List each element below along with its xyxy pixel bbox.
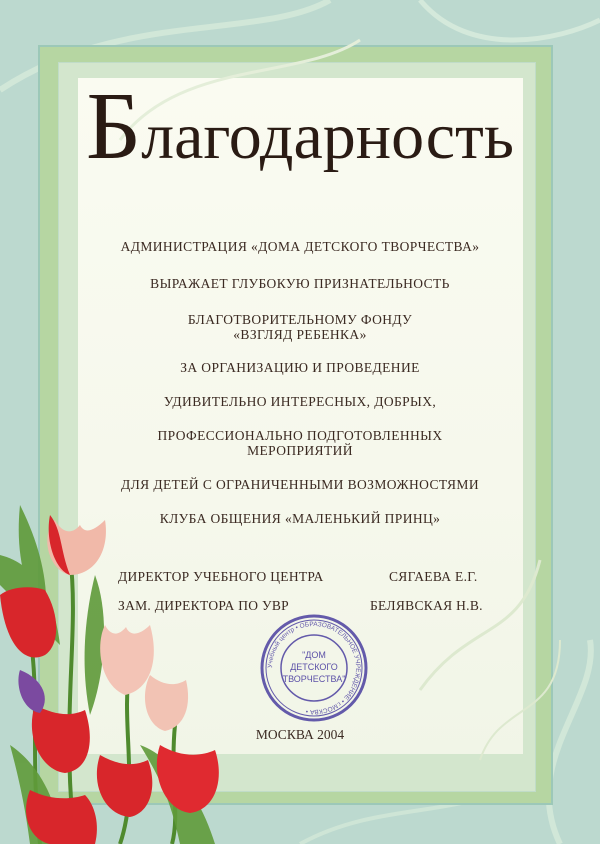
text-line: ВЫРАЖАЕТ ГЛУБОКУЮ ПРИЗНАТЕЛЬНОСТЬ: [150, 276, 450, 291]
text-line: БЛАГОТВОРИТЕЛЬНОМУ ФОНДУ: [187, 312, 413, 327]
city-year: МОСКВА 2004: [255, 727, 345, 742]
text-line: МЕРОПРИЯТИЙ: [247, 443, 353, 458]
text-line: КЛУБА ОБЩЕНИЯ «МАЛЕНЬКИЙ ПРИНЦ»: [159, 511, 441, 526]
text-line: «ВЗГЛЯД РЕБЕНКА»: [233, 327, 367, 342]
title-rest: лагодарность: [141, 100, 514, 173]
stamp-line: "ДОМ: [302, 650, 326, 660]
text-line: ПРОФЕССИОНАЛЬНО ПОДГОТОВЛЕННЫХ: [157, 428, 443, 443]
title-initial: Б: [86, 72, 142, 179]
text-line: УДИВИТЕЛЬНО ИНТЕРЕСНЫХ, ДОБРЫХ,: [163, 394, 437, 409]
signature-name: СЯГАЕВА Е.Г.: [389, 569, 478, 584]
stamp-line: ТВОРЧЕСТВА": [282, 674, 346, 684]
title-text: [86, 72, 514, 179]
signature-name: БЕЛЯВСКАЯ Н.В.: [370, 598, 483, 613]
text-line: АДМИНИСТРАЦИЯ «ДОМА ДЕТСКОГО ТВОРЧЕСТВА»: [120, 239, 480, 254]
certificate-title: [0, 70, 600, 181]
stamp-line: ДЕТСКОГО: [290, 662, 338, 672]
signature-role: ДИРЕКТОР УЧЕБНОГО ЦЕНТРА: [118, 569, 324, 584]
text-line: ДЛЯ ДЕТЕЙ С ОГРАНИЧЕННЫМИ ВОЗМОЖНОСТЯМИ: [121, 477, 479, 492]
signature-role: ЗАМ. ДИРЕКТОРА ПО УВР: [118, 598, 289, 613]
official-stamp: [258, 612, 370, 724]
text-line: ЗА ОРГАНИЗАЦИЮ И ПРОВЕДЕНИЕ: [180, 360, 420, 375]
tulips-illustration: [0, 495, 260, 844]
stamp-ring-text: Учебный центр • ОБРАЗОВАТЕЛЬНОЕ УЧРЕЖДЕНИЕ • г.МОСКВА •: [266, 620, 362, 716]
